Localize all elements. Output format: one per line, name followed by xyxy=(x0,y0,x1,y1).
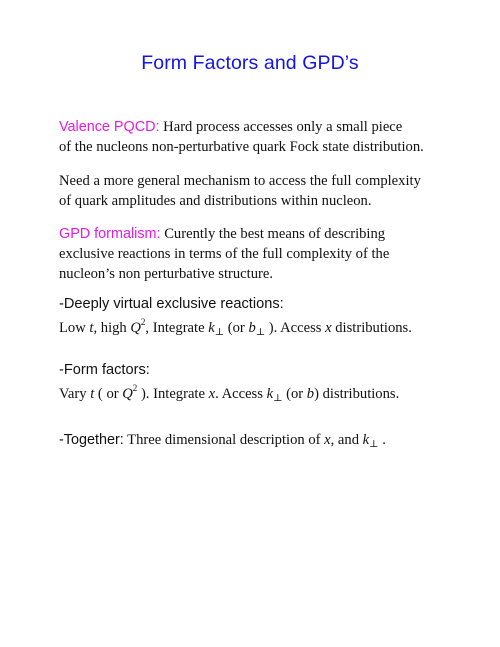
form-factors-line: Vary t ( or $Q^2$ ). Integrate x. Access $k_\perp$ (or b) distributions. xyxy=(59,383,400,404)
dvcs-heading: -Deeply virtual exclusive reactions: xyxy=(59,296,284,312)
valence-label: Valence PQCD: xyxy=(59,119,160,135)
form-factors-section xyxy=(59,360,459,404)
together-line: -Together: Three dimensional description of x, and $k_\perp$ . xyxy=(59,432,386,450)
together-label: -Together: xyxy=(59,432,124,448)
mechanism-text-1: Need a more general mechanism to access the full complexity xyxy=(59,173,421,189)
dvcs-line: Low t, high $Q^2$, Integrate $k_\perp$ (or $b_\perp$ ). Access x distributions. xyxy=(59,317,412,338)
gpd-text-3: nucleon’s non perturbative structure. xyxy=(59,266,273,282)
valence-text-1: Hard process accesses only a small piece xyxy=(163,119,403,135)
together-section xyxy=(59,430,459,450)
slide-title: Form Factors and GPD’s xyxy=(141,52,359,74)
valence-paragraph xyxy=(59,117,459,157)
mechanism-text-2: of quark amplitudes and distributions within nucleon. xyxy=(59,193,372,209)
mechanism-paragraph xyxy=(59,171,459,211)
valence-text-2: of the nucleons non-perturbative quark Fock state distribution. xyxy=(59,139,424,155)
dvcs-section xyxy=(59,294,459,338)
gpd-text-1: Curently the best means of describing xyxy=(164,226,386,242)
gpd-text-2: exclusive reactions in terms of the full complexity of the xyxy=(59,246,390,262)
gpd-label: GPD formalism: xyxy=(59,226,161,242)
form-factors-heading: -Form factors: xyxy=(59,362,150,378)
gpd-paragraph xyxy=(59,224,459,284)
